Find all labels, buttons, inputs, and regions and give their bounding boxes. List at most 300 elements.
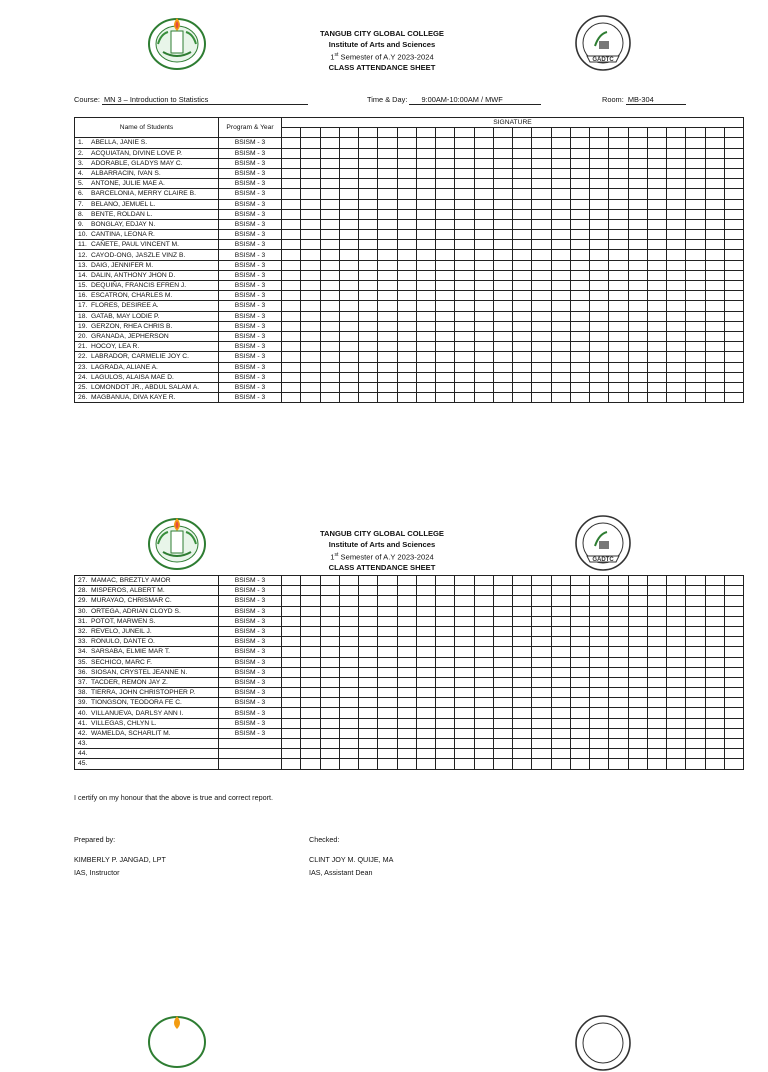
signature-cell[interactable] [301, 728, 320, 738]
signature-cell[interactable] [359, 148, 378, 158]
signature-cell[interactable] [686, 291, 705, 301]
signature-cell[interactable] [570, 250, 589, 260]
signature-cell[interactable] [320, 616, 339, 626]
signature-cell[interactable] [647, 718, 666, 728]
signature-cell[interactable] [397, 250, 416, 260]
signature-cell[interactable] [686, 352, 705, 362]
signature-cell[interactable] [455, 362, 474, 372]
signature-cell[interactable] [667, 677, 686, 687]
signature-cell[interactable] [647, 626, 666, 636]
signature-cell[interactable] [705, 250, 724, 260]
signature-cell[interactable] [532, 250, 551, 260]
signature-cell[interactable] [724, 739, 743, 749]
signature-cell[interactable] [282, 321, 301, 331]
signature-cell[interactable] [686, 606, 705, 616]
signature-cell[interactable] [628, 281, 647, 291]
signature-cell[interactable] [686, 596, 705, 606]
signature-cell[interactable] [436, 179, 455, 189]
signature-cell[interactable] [513, 606, 532, 616]
signature-cell[interactable] [301, 321, 320, 331]
signature-cell[interactable] [686, 382, 705, 392]
signature-cell[interactable] [570, 291, 589, 301]
signature-cell[interactable] [320, 301, 339, 311]
signature-cell[interactable] [667, 250, 686, 260]
signature-cell[interactable] [416, 291, 435, 301]
signature-cell[interactable] [397, 260, 416, 270]
signature-cell[interactable] [590, 250, 609, 260]
signature-cell[interactable] [378, 179, 397, 189]
signature-cell[interactable] [359, 626, 378, 636]
signature-cell[interactable] [474, 148, 493, 158]
signature-cell[interactable] [628, 148, 647, 158]
signature-cell[interactable] [339, 311, 358, 321]
signature-cell[interactable] [282, 393, 301, 403]
signature-cell[interactable] [551, 148, 570, 158]
signature-cell[interactable] [705, 698, 724, 708]
signature-cell[interactable] [667, 372, 686, 382]
signature-cell[interactable] [301, 260, 320, 270]
signature-cell[interactable] [667, 158, 686, 168]
signature-cell[interactable] [320, 667, 339, 677]
signature-cell[interactable] [397, 331, 416, 341]
signature-cell[interactable] [532, 382, 551, 392]
signature-cell[interactable] [301, 596, 320, 606]
signature-cell[interactable] [282, 189, 301, 199]
signature-cell[interactable] [724, 382, 743, 392]
signature-cell[interactable] [378, 352, 397, 362]
signature-cell[interactable] [320, 739, 339, 749]
signature-cell[interactable] [493, 331, 512, 341]
signature-cell[interactable] [513, 749, 532, 759]
signature-cell[interactable] [493, 667, 512, 677]
signature-cell[interactable] [301, 749, 320, 759]
signature-cell[interactable] [282, 199, 301, 209]
signature-cell[interactable] [474, 270, 493, 280]
signature-cell[interactable] [590, 291, 609, 301]
signature-cell[interactable] [647, 230, 666, 240]
signature-cell[interactable] [724, 647, 743, 657]
signature-cell[interactable] [436, 382, 455, 392]
signature-cell[interactable] [705, 240, 724, 250]
signature-cell[interactable] [513, 586, 532, 596]
signature-cell[interactable] [724, 637, 743, 647]
signature-cell[interactable] [609, 616, 628, 626]
signature-cell[interactable] [474, 626, 493, 636]
signature-cell[interactable] [359, 718, 378, 728]
signature-cell[interactable] [628, 698, 647, 708]
signature-cell[interactable] [705, 667, 724, 677]
signature-cell[interactable] [513, 321, 532, 331]
signature-cell[interactable] [570, 382, 589, 392]
signature-cell[interactable] [493, 179, 512, 189]
signature-cell[interactable] [532, 189, 551, 199]
signature-cell[interactable] [724, 362, 743, 372]
signature-cell[interactable] [551, 698, 570, 708]
signature-cell[interactable] [724, 270, 743, 280]
signature-cell[interactable] [455, 576, 474, 586]
signature-cell[interactable] [416, 179, 435, 189]
signature-cell[interactable] [416, 698, 435, 708]
signature-cell[interactable] [609, 728, 628, 738]
signature-cell[interactable] [339, 616, 358, 626]
signature-cell[interactable] [590, 708, 609, 718]
signature-cell[interactable] [686, 616, 705, 626]
signature-cell[interactable] [570, 372, 589, 382]
signature-cell[interactable] [378, 260, 397, 270]
signature-cell[interactable] [339, 291, 358, 301]
signature-cell[interactable] [551, 240, 570, 250]
signature-cell[interactable] [455, 647, 474, 657]
signature-cell[interactable] [397, 362, 416, 372]
signature-cell[interactable] [359, 189, 378, 199]
signature-cell[interactable] [667, 219, 686, 229]
signature-cell[interactable] [590, 209, 609, 219]
signature-cell[interactable] [282, 728, 301, 738]
signature-cell[interactable] [570, 270, 589, 280]
signature-cell[interactable] [551, 138, 570, 148]
signature-cell[interactable] [628, 230, 647, 240]
signature-cell[interactable] [628, 677, 647, 687]
signature-cell[interactable] [301, 667, 320, 677]
signature-cell[interactable] [686, 372, 705, 382]
signature-cell[interactable] [513, 616, 532, 626]
signature-cell[interactable] [647, 209, 666, 219]
signature-cell[interactable] [397, 647, 416, 657]
signature-cell[interactable] [705, 718, 724, 728]
signature-cell[interactable] [686, 586, 705, 596]
signature-cell[interactable] [436, 352, 455, 362]
signature-cell[interactable] [551, 230, 570, 240]
signature-cell[interactable] [609, 657, 628, 667]
signature-cell[interactable] [436, 728, 455, 738]
signature-cell[interactable] [705, 311, 724, 321]
signature-cell[interactable] [397, 596, 416, 606]
signature-cell[interactable] [686, 759, 705, 769]
signature-cell[interactable] [301, 372, 320, 382]
signature-cell[interactable] [320, 606, 339, 616]
signature-cell[interactable] [570, 698, 589, 708]
signature-cell[interactable] [397, 352, 416, 362]
signature-cell[interactable] [301, 270, 320, 280]
signature-cell[interactable] [532, 637, 551, 647]
signature-cell[interactable] [378, 626, 397, 636]
signature-cell[interactable] [724, 688, 743, 698]
signature-cell[interactable] [339, 759, 358, 769]
signature-cell[interactable] [320, 759, 339, 769]
signature-cell[interactable] [705, 647, 724, 657]
signature-cell[interactable] [609, 626, 628, 636]
signature-cell[interactable] [532, 749, 551, 759]
signature-cell[interactable] [436, 759, 455, 769]
signature-cell[interactable] [667, 321, 686, 331]
signature-cell[interactable] [513, 331, 532, 341]
signature-cell[interactable] [532, 331, 551, 341]
signature-cell[interactable] [590, 240, 609, 250]
signature-cell[interactable] [647, 260, 666, 270]
signature-cell[interactable] [397, 382, 416, 392]
signature-cell[interactable] [628, 657, 647, 667]
signature-cell[interactable] [378, 209, 397, 219]
signature-cell[interactable] [705, 281, 724, 291]
signature-cell[interactable] [724, 148, 743, 158]
signature-cell[interactable] [513, 270, 532, 280]
signature-cell[interactable] [474, 240, 493, 250]
signature-cell[interactable] [282, 148, 301, 158]
signature-cell[interactable] [474, 749, 493, 759]
signature-cell[interactable] [436, 739, 455, 749]
signature-cell[interactable] [686, 739, 705, 749]
signature-cell[interactable] [282, 637, 301, 647]
signature-cell[interactable] [282, 718, 301, 728]
signature-cell[interactable] [609, 352, 628, 362]
signature-cell[interactable] [282, 260, 301, 270]
signature-cell[interactable] [359, 688, 378, 698]
signature-cell[interactable] [609, 637, 628, 647]
signature-cell[interactable] [474, 759, 493, 769]
signature-cell[interactable] [628, 352, 647, 362]
signature-cell[interactable] [378, 138, 397, 148]
signature-cell[interactable] [416, 331, 435, 341]
signature-cell[interactable] [628, 688, 647, 698]
signature-cell[interactable] [686, 311, 705, 321]
signature-cell[interactable] [455, 331, 474, 341]
signature-cell[interactable] [628, 342, 647, 352]
signature-cell[interactable] [705, 209, 724, 219]
signature-cell[interactable] [436, 362, 455, 372]
signature-cell[interactable] [590, 342, 609, 352]
signature-cell[interactable] [493, 138, 512, 148]
signature-cell[interactable] [667, 718, 686, 728]
signature-cell[interactable] [282, 749, 301, 759]
signature-cell[interactable] [474, 647, 493, 657]
signature-cell[interactable] [513, 576, 532, 586]
signature-cell[interactable] [667, 728, 686, 738]
signature-cell[interactable] [320, 596, 339, 606]
signature-cell[interactable] [493, 321, 512, 331]
signature-cell[interactable] [551, 382, 570, 392]
signature-cell[interactable] [609, 667, 628, 677]
signature-cell[interactable] [628, 586, 647, 596]
signature-cell[interactable] [416, 281, 435, 291]
signature-cell[interactable] [628, 301, 647, 311]
signature-cell[interactable] [532, 616, 551, 626]
signature-cell[interactable] [282, 708, 301, 718]
signature-cell[interactable] [705, 596, 724, 606]
signature-cell[interactable] [320, 352, 339, 362]
signature-cell[interactable] [359, 708, 378, 718]
signature-cell[interactable] [282, 667, 301, 677]
signature-cell[interactable] [339, 301, 358, 311]
signature-cell[interactable] [532, 728, 551, 738]
signature-cell[interactable] [647, 189, 666, 199]
signature-cell[interactable] [686, 209, 705, 219]
signature-cell[interactable] [416, 667, 435, 677]
signature-cell[interactable] [705, 158, 724, 168]
signature-cell[interactable] [339, 382, 358, 392]
signature-cell[interactable] [705, 393, 724, 403]
signature-cell[interactable] [551, 291, 570, 301]
signature-cell[interactable] [339, 281, 358, 291]
signature-cell[interactable] [551, 219, 570, 229]
signature-cell[interactable] [397, 749, 416, 759]
signature-cell[interactable] [667, 189, 686, 199]
signature-cell[interactable] [590, 260, 609, 270]
signature-cell[interactable] [436, 637, 455, 647]
signature-cell[interactable] [686, 393, 705, 403]
signature-cell[interactable] [532, 281, 551, 291]
signature-cell[interactable] [378, 372, 397, 382]
signature-cell[interactable] [436, 209, 455, 219]
signature-cell[interactable] [474, 382, 493, 392]
signature-cell[interactable] [474, 576, 493, 586]
signature-cell[interactable] [647, 291, 666, 301]
signature-cell[interactable] [532, 168, 551, 178]
signature-cell[interactable] [378, 250, 397, 260]
signature-cell[interactable] [724, 708, 743, 718]
signature-cell[interactable] [416, 647, 435, 657]
signature-cell[interactable] [455, 586, 474, 596]
signature-cell[interactable] [282, 179, 301, 189]
signature-cell[interactable] [320, 260, 339, 270]
signature-cell[interactable] [647, 637, 666, 647]
signature-cell[interactable] [359, 209, 378, 219]
signature-cell[interactable] [493, 739, 512, 749]
signature-cell[interactable] [455, 759, 474, 769]
signature-cell[interactable] [436, 230, 455, 240]
signature-cell[interactable] [397, 189, 416, 199]
signature-cell[interactable] [570, 718, 589, 728]
signature-cell[interactable] [359, 260, 378, 270]
signature-cell[interactable] [455, 209, 474, 219]
signature-cell[interactable] [667, 179, 686, 189]
signature-cell[interactable] [705, 260, 724, 270]
signature-cell[interactable] [282, 739, 301, 749]
signature-cell[interactable] [282, 250, 301, 260]
signature-cell[interactable] [474, 301, 493, 311]
signature-cell[interactable] [686, 677, 705, 687]
signature-cell[interactable] [667, 708, 686, 718]
signature-cell[interactable] [532, 219, 551, 229]
signature-cell[interactable] [359, 342, 378, 352]
signature-cell[interactable] [493, 260, 512, 270]
signature-cell[interactable] [551, 576, 570, 586]
signature-cell[interactable] [339, 647, 358, 657]
signature-cell[interactable] [339, 250, 358, 260]
signature-cell[interactable] [339, 606, 358, 616]
signature-cell[interactable] [359, 667, 378, 677]
signature-cell[interactable] [416, 362, 435, 372]
signature-cell[interactable] [551, 321, 570, 331]
signature-cell[interactable] [590, 667, 609, 677]
signature-cell[interactable] [513, 759, 532, 769]
signature-cell[interactable] [416, 352, 435, 362]
signature-cell[interactable] [609, 270, 628, 280]
signature-cell[interactable] [455, 667, 474, 677]
signature-cell[interactable] [667, 749, 686, 759]
signature-cell[interactable] [320, 158, 339, 168]
signature-cell[interactable] [282, 688, 301, 698]
signature-cell[interactable] [493, 596, 512, 606]
signature-cell[interactable] [320, 718, 339, 728]
signature-cell[interactable] [301, 148, 320, 158]
signature-cell[interactable] [359, 321, 378, 331]
signature-cell[interactable] [628, 708, 647, 718]
signature-cell[interactable] [705, 728, 724, 738]
signature-cell[interactable] [628, 596, 647, 606]
signature-cell[interactable] [397, 168, 416, 178]
signature-cell[interactable] [551, 331, 570, 341]
signature-cell[interactable] [590, 138, 609, 148]
signature-cell[interactable] [667, 138, 686, 148]
signature-cell[interactable] [339, 321, 358, 331]
signature-cell[interactable] [359, 616, 378, 626]
signature-cell[interactable] [647, 586, 666, 596]
signature-cell[interactable] [570, 342, 589, 352]
signature-cell[interactable] [513, 209, 532, 219]
signature-cell[interactable] [570, 739, 589, 749]
signature-cell[interactable] [590, 179, 609, 189]
signature-cell[interactable] [532, 270, 551, 280]
signature-cell[interactable] [493, 372, 512, 382]
signature-cell[interactable] [397, 718, 416, 728]
signature-cell[interactable] [590, 331, 609, 341]
signature-cell[interactable] [301, 311, 320, 321]
signature-cell[interactable] [724, 331, 743, 341]
signature-cell[interactable] [436, 158, 455, 168]
signature-cell[interactable] [301, 250, 320, 260]
signature-cell[interactable] [282, 270, 301, 280]
signature-cell[interactable] [532, 301, 551, 311]
signature-cell[interactable] [667, 657, 686, 667]
signature-cell[interactable] [493, 168, 512, 178]
signature-cell[interactable] [436, 616, 455, 626]
signature-cell[interactable] [359, 749, 378, 759]
signature-cell[interactable] [667, 739, 686, 749]
signature-cell[interactable] [493, 311, 512, 321]
signature-cell[interactable] [705, 708, 724, 718]
signature-cell[interactable] [513, 637, 532, 647]
signature-cell[interactable] [647, 576, 666, 586]
signature-cell[interactable] [724, 301, 743, 311]
signature-cell[interactable] [320, 331, 339, 341]
signature-cell[interactable] [551, 586, 570, 596]
signature-cell[interactable] [686, 728, 705, 738]
signature-cell[interactable] [686, 749, 705, 759]
signature-cell[interactable] [647, 382, 666, 392]
signature-cell[interactable] [570, 626, 589, 636]
signature-cell[interactable] [609, 158, 628, 168]
signature-cell[interactable] [339, 626, 358, 636]
signature-cell[interactable] [570, 616, 589, 626]
signature-cell[interactable] [416, 616, 435, 626]
signature-cell[interactable] [667, 667, 686, 677]
signature-cell[interactable] [339, 199, 358, 209]
signature-cell[interactable] [647, 688, 666, 698]
signature-cell[interactable] [609, 301, 628, 311]
signature-cell[interactable] [320, 209, 339, 219]
signature-cell[interactable] [397, 708, 416, 718]
signature-cell[interactable] [686, 708, 705, 718]
signature-cell[interactable] [686, 138, 705, 148]
signature-cell[interactable] [705, 382, 724, 392]
signature-cell[interactable] [455, 372, 474, 382]
signature-cell[interactable] [513, 260, 532, 270]
signature-cell[interactable] [724, 281, 743, 291]
signature-cell[interactable] [493, 657, 512, 667]
signature-cell[interactable] [320, 240, 339, 250]
signature-cell[interactable] [436, 688, 455, 698]
signature-cell[interactable] [513, 342, 532, 352]
